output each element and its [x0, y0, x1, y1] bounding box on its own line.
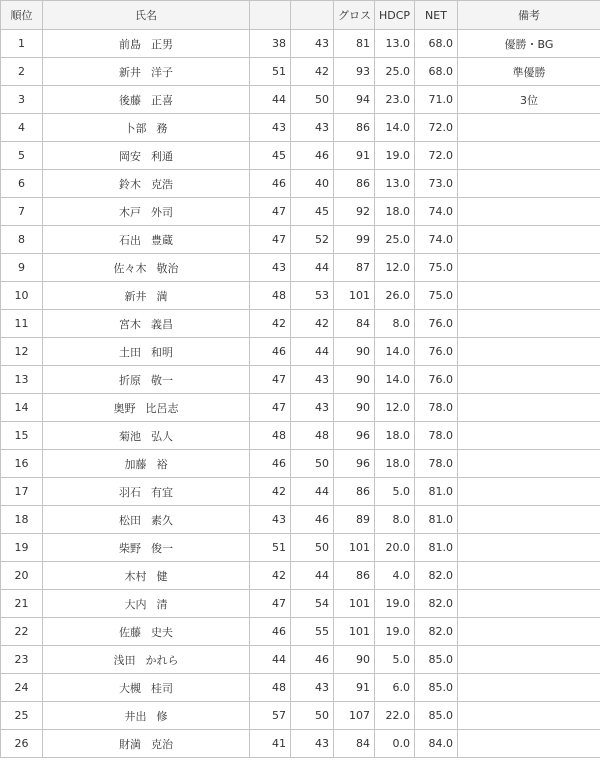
table-row	[1, 114, 600, 142]
header-name: 氏名	[43, 1, 250, 30]
given-name: 正男	[151, 37, 173, 51]
rank-cell: 5	[1, 142, 43, 170]
rank-cell: 25	[1, 702, 43, 730]
gross-cell: 86	[334, 170, 375, 198]
hdcp-cell: 13.0	[375, 30, 415, 58]
hdcp-cell: 14.0	[375, 366, 415, 394]
net-cell: 81.0	[415, 506, 458, 534]
given-name: 清	[156, 597, 168, 611]
net-cell: 75.0	[415, 254, 458, 282]
out-score-cell: 47	[250, 226, 291, 254]
in-score-cell: 50	[291, 450, 334, 478]
rank-cell: 17	[1, 478, 43, 506]
out-score-cell: 45	[250, 142, 291, 170]
header-rank: 順位	[1, 1, 43, 30]
table-row	[1, 142, 600, 170]
out-score-cell: 47	[250, 394, 291, 422]
hdcp-cell: 18.0	[375, 422, 415, 450]
given-name: 弘人	[151, 429, 173, 443]
in-score-cell: 55	[291, 618, 334, 646]
table-row	[1, 86, 600, 114]
hdcp-cell: 19.0	[375, 142, 415, 170]
in-score-cell: 50	[291, 702, 334, 730]
family-name: 後藤	[119, 93, 141, 107]
out-score-cell: 48	[250, 282, 291, 310]
table-row	[1, 646, 600, 674]
name-cell	[43, 86, 250, 114]
net-cell: 74.0	[415, 226, 458, 254]
header-out	[250, 1, 291, 30]
table-row	[1, 702, 600, 730]
note-cell	[458, 618, 600, 646]
out-score-cell: 41	[250, 730, 291, 758]
hdcp-cell: 5.0	[375, 478, 415, 506]
gross-cell: 90	[334, 338, 375, 366]
hdcp-cell: 19.0	[375, 590, 415, 618]
rank-cell: 6	[1, 170, 43, 198]
family-name: 佐藤	[119, 625, 141, 639]
in-score-cell: 50	[291, 534, 334, 562]
family-name: 奥野	[113, 401, 136, 415]
rank-cell: 12	[1, 338, 43, 366]
out-score-cell: 42	[250, 310, 291, 338]
net-cell: 85.0	[415, 646, 458, 674]
family-name: 大槻	[119, 681, 141, 695]
in-score-cell: 43	[291, 394, 334, 422]
out-score-cell: 46	[250, 170, 291, 198]
out-score-cell: 51	[250, 534, 291, 562]
table-row	[1, 450, 600, 478]
family-name: 折原	[119, 373, 141, 387]
family-name: 前島	[119, 37, 141, 51]
in-score-cell: 45	[291, 198, 334, 226]
gross-cell: 86	[334, 478, 375, 506]
gross-cell: 92	[334, 198, 375, 226]
rank-cell: 16	[1, 450, 43, 478]
rank-cell: 24	[1, 674, 43, 702]
net-cell: 81.0	[415, 478, 458, 506]
out-score-cell: 46	[250, 618, 291, 646]
note-cell	[458, 730, 600, 758]
table-row	[1, 394, 600, 422]
note-cell	[458, 646, 600, 674]
hdcp-cell: 12.0	[375, 394, 415, 422]
table-row	[1, 310, 600, 338]
name-cell	[43, 646, 250, 674]
table-row	[1, 730, 600, 758]
in-score-cell: 43	[291, 674, 334, 702]
given-name: 利通	[151, 149, 173, 163]
given-name: かれら	[145, 653, 179, 667]
note-cell	[458, 590, 600, 618]
given-name: 義昌	[151, 317, 173, 331]
net-cell: 68.0	[415, 58, 458, 86]
out-score-cell: 48	[250, 422, 291, 450]
note-cell: 準優勝	[458, 58, 600, 86]
name-cell	[43, 674, 250, 702]
in-score-cell: 43	[291, 366, 334, 394]
note-cell	[458, 422, 600, 450]
family-name: 新井	[119, 65, 141, 79]
note-cell	[458, 366, 600, 394]
table-row	[1, 226, 600, 254]
family-name: 卜部	[124, 121, 147, 135]
note-cell	[458, 254, 600, 282]
in-score-cell: 43	[291, 30, 334, 58]
out-score-cell: 57	[250, 702, 291, 730]
rank-cell: 7	[1, 198, 43, 226]
family-name: 石出	[119, 233, 141, 247]
net-cell: 68.0	[415, 30, 458, 58]
net-cell: 72.0	[415, 142, 458, 170]
given-name: 正喜	[151, 93, 173, 107]
given-name: 比呂志	[145, 401, 179, 415]
table-row	[1, 282, 600, 310]
net-cell: 84.0	[415, 730, 458, 758]
table-row	[1, 618, 600, 646]
family-name: 井出	[124, 709, 147, 723]
note-cell	[458, 534, 600, 562]
note-cell	[458, 114, 600, 142]
table-row	[1, 30, 600, 58]
note-cell	[458, 674, 600, 702]
out-score-cell: 47	[250, 590, 291, 618]
name-cell	[43, 702, 250, 730]
net-cell: 82.0	[415, 590, 458, 618]
net-cell: 78.0	[415, 422, 458, 450]
rank-cell: 21	[1, 590, 43, 618]
out-score-cell: 51	[250, 58, 291, 86]
out-score-cell: 44	[250, 86, 291, 114]
net-cell: 76.0	[415, 366, 458, 394]
in-score-cell: 50	[291, 86, 334, 114]
net-cell: 82.0	[415, 618, 458, 646]
header-row	[1, 1, 600, 30]
out-score-cell: 47	[250, 198, 291, 226]
results-table-header	[1, 1, 600, 30]
family-name: 木戸	[119, 205, 141, 219]
gross-cell: 91	[334, 674, 375, 702]
note-cell	[458, 562, 600, 590]
family-name: 松田	[119, 513, 141, 527]
net-cell: 81.0	[415, 534, 458, 562]
name-cell	[43, 422, 250, 450]
out-score-cell: 42	[250, 478, 291, 506]
hdcp-cell: 18.0	[375, 450, 415, 478]
note-cell	[458, 478, 600, 506]
gross-cell: 94	[334, 86, 375, 114]
rank-cell: 11	[1, 310, 43, 338]
given-name: 克浩	[151, 177, 173, 191]
gross-cell: 101	[334, 282, 375, 310]
in-score-cell: 43	[291, 114, 334, 142]
name-cell	[43, 450, 250, 478]
table-row	[1, 338, 600, 366]
name-cell	[43, 58, 250, 86]
in-score-cell: 43	[291, 730, 334, 758]
given-name: 素久	[151, 513, 173, 527]
in-score-cell: 46	[291, 142, 334, 170]
in-score-cell: 44	[291, 254, 334, 282]
gross-cell: 90	[334, 394, 375, 422]
given-name: 桂司	[151, 681, 173, 695]
given-name: 修	[156, 709, 168, 723]
net-cell: 85.0	[415, 674, 458, 702]
given-name: 俊一	[151, 541, 173, 555]
given-name: 和明	[151, 345, 173, 359]
name-cell	[43, 590, 250, 618]
rank-cell: 18	[1, 506, 43, 534]
in-score-cell: 54	[291, 590, 334, 618]
in-score-cell: 42	[291, 58, 334, 86]
note-cell	[458, 198, 600, 226]
net-cell: 76.0	[415, 310, 458, 338]
gross-cell: 96	[334, 450, 375, 478]
hdcp-cell: 6.0	[375, 674, 415, 702]
gross-cell: 90	[334, 366, 375, 394]
given-name: 有宜	[151, 485, 173, 499]
name-cell	[43, 198, 250, 226]
gross-cell: 93	[334, 58, 375, 86]
hdcp-cell: 22.0	[375, 702, 415, 730]
given-name: 豊蔵	[151, 233, 173, 247]
gross-cell: 99	[334, 226, 375, 254]
given-name: 洋子	[151, 65, 173, 79]
rank-cell: 3	[1, 86, 43, 114]
family-name: 新井	[124, 289, 147, 303]
in-score-cell: 46	[291, 506, 334, 534]
rank-cell: 2	[1, 58, 43, 86]
header-hdcp: HDCP	[375, 1, 415, 30]
family-name: 木村	[124, 569, 147, 583]
hdcp-cell: 12.0	[375, 254, 415, 282]
name-cell	[43, 226, 250, 254]
hdcp-cell: 14.0	[375, 338, 415, 366]
family-name: 柴野	[119, 541, 141, 555]
given-name: 克治	[151, 737, 173, 751]
name-cell	[43, 114, 250, 142]
rank-cell: 9	[1, 254, 43, 282]
family-name: 財満	[119, 737, 141, 751]
rank-cell: 8	[1, 226, 43, 254]
in-score-cell: 44	[291, 338, 334, 366]
hdcp-cell: 13.0	[375, 170, 415, 198]
table-row	[1, 58, 600, 86]
rank-cell: 10	[1, 282, 43, 310]
note-cell	[458, 450, 600, 478]
net-cell: 74.0	[415, 198, 458, 226]
name-cell	[43, 478, 250, 506]
note-cell	[458, 310, 600, 338]
name-cell	[43, 254, 250, 282]
table-row	[1, 674, 600, 702]
note-cell	[458, 394, 600, 422]
table-row	[1, 562, 600, 590]
family-name: 土田	[119, 345, 141, 359]
gross-cell: 107	[334, 702, 375, 730]
hdcp-cell: 19.0	[375, 618, 415, 646]
table-row	[1, 170, 600, 198]
gross-cell: 96	[334, 422, 375, 450]
name-cell	[43, 730, 250, 758]
rank-cell: 14	[1, 394, 43, 422]
table-row	[1, 506, 600, 534]
gross-cell: 89	[334, 506, 375, 534]
gross-cell: 90	[334, 646, 375, 674]
hdcp-cell: 14.0	[375, 114, 415, 142]
gross-cell: 101	[334, 590, 375, 618]
table-row	[1, 366, 600, 394]
hdcp-cell: 25.0	[375, 226, 415, 254]
family-name: 岡安	[119, 149, 141, 163]
header-in	[291, 1, 334, 30]
net-cell: 72.0	[415, 114, 458, 142]
name-cell	[43, 310, 250, 338]
net-cell: 78.0	[415, 450, 458, 478]
given-name: 満	[156, 289, 168, 303]
rank-cell: 1	[1, 30, 43, 58]
net-cell: 85.0	[415, 702, 458, 730]
note-cell	[458, 142, 600, 170]
name-cell	[43, 394, 250, 422]
family-name: 佐々木	[113, 261, 147, 275]
name-cell	[43, 30, 250, 58]
name-cell	[43, 142, 250, 170]
hdcp-cell: 25.0	[375, 58, 415, 86]
table-row	[1, 534, 600, 562]
rank-cell: 19	[1, 534, 43, 562]
gross-cell: 86	[334, 562, 375, 590]
given-name: 健	[156, 569, 168, 583]
table-row	[1, 254, 600, 282]
given-name: 外司	[151, 205, 173, 219]
header-note: 備考	[458, 1, 600, 30]
results-table-body	[1, 30, 600, 758]
hdcp-cell: 8.0	[375, 506, 415, 534]
header-gross: グロス	[334, 1, 375, 30]
note-cell	[458, 226, 600, 254]
out-score-cell: 38	[250, 30, 291, 58]
given-name: 敬一	[151, 373, 173, 387]
note-cell: 優勝・BG	[458, 30, 600, 58]
table-row	[1, 478, 600, 506]
rank-cell: 13	[1, 366, 43, 394]
net-cell: 75.0	[415, 282, 458, 310]
in-score-cell: 48	[291, 422, 334, 450]
in-score-cell: 46	[291, 646, 334, 674]
out-score-cell: 42	[250, 562, 291, 590]
net-cell: 71.0	[415, 86, 458, 114]
out-score-cell: 44	[250, 646, 291, 674]
hdcp-cell: 26.0	[375, 282, 415, 310]
in-score-cell: 40	[291, 170, 334, 198]
table-row	[1, 198, 600, 226]
gross-cell: 84	[334, 730, 375, 758]
name-cell	[43, 534, 250, 562]
note-cell	[458, 702, 600, 730]
rank-cell: 20	[1, 562, 43, 590]
hdcp-cell: 20.0	[375, 534, 415, 562]
given-name: 敬治	[156, 261, 179, 275]
in-score-cell: 52	[291, 226, 334, 254]
name-cell	[43, 338, 250, 366]
name-cell	[43, 170, 250, 198]
family-name: 浅田	[113, 653, 136, 667]
family-name: 加藤	[124, 457, 147, 471]
family-name: 菊池	[119, 429, 141, 443]
in-score-cell: 53	[291, 282, 334, 310]
out-score-cell: 46	[250, 450, 291, 478]
name-cell	[43, 506, 250, 534]
gross-cell: 81	[334, 30, 375, 58]
net-cell: 73.0	[415, 170, 458, 198]
header-net: NET	[415, 1, 458, 30]
name-cell	[43, 282, 250, 310]
note-cell	[458, 282, 600, 310]
given-name: 務	[156, 121, 168, 135]
hdcp-cell: 4.0	[375, 562, 415, 590]
given-name: 史夫	[151, 625, 173, 639]
family-name: 宮木	[119, 317, 141, 331]
net-cell: 76.0	[415, 338, 458, 366]
out-score-cell: 47	[250, 366, 291, 394]
gross-cell: 86	[334, 114, 375, 142]
out-score-cell: 43	[250, 254, 291, 282]
rank-cell: 4	[1, 114, 43, 142]
hdcp-cell: 18.0	[375, 198, 415, 226]
out-score-cell: 43	[250, 506, 291, 534]
hdcp-cell: 0.0	[375, 730, 415, 758]
name-cell	[43, 618, 250, 646]
family-name: 羽石	[119, 485, 141, 499]
hdcp-cell: 8.0	[375, 310, 415, 338]
in-score-cell: 44	[291, 478, 334, 506]
note-cell: 3位	[458, 86, 600, 114]
rank-cell: 15	[1, 422, 43, 450]
gross-cell: 84	[334, 310, 375, 338]
out-score-cell: 46	[250, 338, 291, 366]
net-cell: 78.0	[415, 394, 458, 422]
rank-cell: 22	[1, 618, 43, 646]
given-name: 裕	[156, 457, 168, 471]
family-name: 大内	[124, 597, 147, 611]
hdcp-cell: 23.0	[375, 86, 415, 114]
note-cell	[458, 338, 600, 366]
note-cell	[458, 170, 600, 198]
gross-cell: 101	[334, 534, 375, 562]
out-score-cell: 48	[250, 674, 291, 702]
gross-cell: 101	[334, 618, 375, 646]
gross-cell: 87	[334, 254, 375, 282]
rank-cell: 26	[1, 730, 43, 758]
rank-cell: 23	[1, 646, 43, 674]
hdcp-cell: 5.0	[375, 646, 415, 674]
table-row	[1, 422, 600, 450]
in-score-cell: 42	[291, 310, 334, 338]
net-cell: 82.0	[415, 562, 458, 590]
out-score-cell: 43	[250, 114, 291, 142]
name-cell	[43, 562, 250, 590]
note-cell	[458, 506, 600, 534]
table-row	[1, 590, 600, 618]
in-score-cell: 44	[291, 562, 334, 590]
family-name: 鈴木	[119, 177, 141, 191]
name-cell	[43, 366, 250, 394]
gross-cell: 91	[334, 142, 375, 170]
